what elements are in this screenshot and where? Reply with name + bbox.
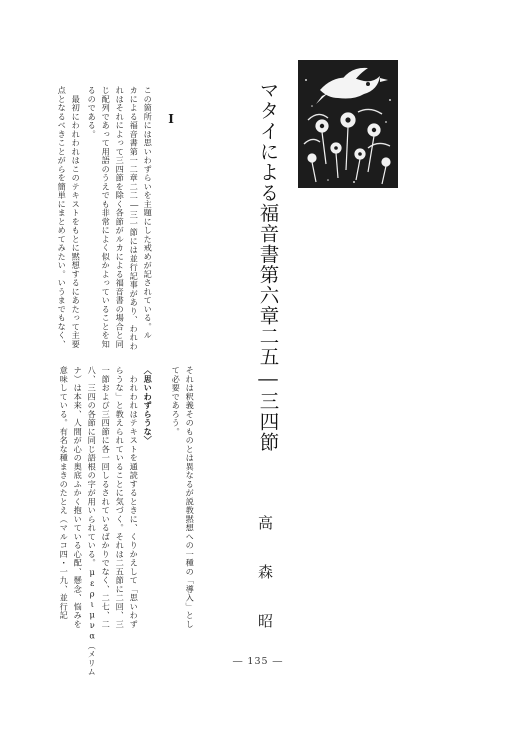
author-name: 高森昭	[256, 515, 274, 662]
intro-column-6: 最初にわれわれはこのテキストをもとに黙想するにあたって主要	[71, 86, 82, 349]
subheading: 〈思いわずらうな〉	[143, 366, 154, 445]
body-column-6: 意味している。有名な種まきのたとえ（マルコ四・一九、並行記	[59, 366, 70, 620]
continuation-column-1: それは釈義そのものとは異なるが説教黙想への一種の「導入」とし	[185, 366, 196, 629]
intro-column-5: るのである。	[87, 86, 98, 139]
woodcut-illustration	[298, 60, 398, 188]
section-number: I	[164, 112, 178, 126]
body-column-3: 一節および三四節に各一回しるされているばかりでなく、二七、二	[101, 366, 112, 629]
body-column-5: ナ）は本来、人間が心の奥底ふかく抱いている心配、懸念、悩みを	[73, 366, 84, 629]
body-column-1: われわれはテキストを通読するときに、くりかえして「思いわず	[129, 366, 140, 629]
page-number: ― 135 ―	[232, 656, 284, 667]
continuation-column-2: て必要であろう。	[171, 366, 182, 436]
intro-column-1: この箇所には思いわずらいを主題にした戒めが記されている。ル	[143, 86, 154, 340]
body-column-2: らうな」と教えられていることに気づく。それは二五節に二回、三	[115, 366, 126, 629]
intro-column-7: 点となるべきことがらを簡単にまとめてみたい。いうまでもなく、	[57, 86, 68, 349]
intro-column-3: れはそれによって三四節を除く各節がルカによる福音書の場合と同	[115, 86, 126, 349]
article-title: マタイによる福音書第六章二五―三四節	[256, 80, 280, 453]
intro-column-4: じ配列であって用語のうえでも非常によく似かよっていることを知	[101, 86, 112, 349]
body-column-4: 八、三四の各節に同じ語根の字が用いられている。μεριμνα（メリム	[87, 366, 98, 677]
intro-column-2: カによる福音書第一二章二二―三一節には並行記事があり、われわ	[129, 86, 140, 351]
